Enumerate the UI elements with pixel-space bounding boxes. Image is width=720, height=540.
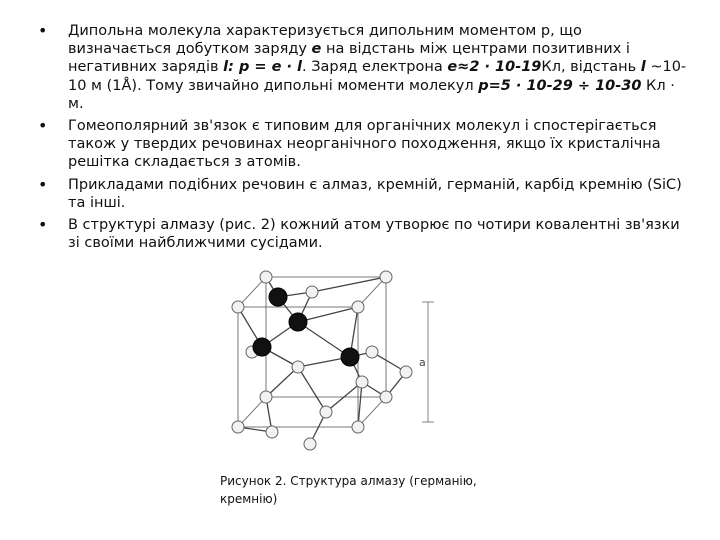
atom-white [366, 346, 378, 358]
atom-white [356, 376, 368, 388]
formula-text: е≈2 · 10-19 [447, 59, 542, 76]
formula-text: l: p = е · l [223, 59, 303, 76]
bullet-dot: • [38, 215, 48, 235]
atom-white [352, 421, 364, 433]
atom-black [289, 313, 307, 331]
atom-white [304, 438, 316, 450]
atom-black [253, 338, 271, 356]
bullet-text: Дипольна молекула характеризується дипольним моментом р, що визначається добутком заряду [68, 23, 582, 58]
figure-caption: Рисунок 2. Структура алмазу (германію, кремнію) [220, 474, 477, 506]
atom-white [292, 361, 304, 373]
formula-text: l [640, 59, 646, 76]
bullet-dot: • [38, 174, 48, 194]
atom-black [341, 348, 359, 366]
atom-black [269, 288, 287, 306]
atom-white [232, 421, 244, 433]
bullet-dot: • [38, 116, 48, 136]
atom-white [400, 366, 412, 378]
bullet-text: Кл, відстань [541, 59, 641, 76]
bullet-text: Прикладами подібних речовин є алмаз, кремній, германій, карбід кремнію (SiC) та інші. [68, 176, 682, 211]
bullet-text: ~10-10 м (1Å). Тому звичайно дипольні моменти молекул [68, 59, 687, 94]
bullet-item [38, 216, 688, 252]
bullet-item [38, 22, 688, 113]
bond-line [298, 367, 326, 412]
bullet-dot: • [38, 21, 48, 40]
bullet-text: Гомеополярний зв'язок є типовим для органічних молекул і спостерігається також у твердих речовинах неорганічного походження, якщо їх кристалічна решітка складається з атомів. [68, 118, 661, 171]
atom-white [380, 391, 392, 403]
bullet-item [38, 176, 688, 212]
atom-white [320, 406, 332, 418]
bond-line [266, 367, 298, 397]
formula-text: р=5 · 10-29 ÷ 10-30 [478, 77, 642, 94]
bullet-item [38, 117, 688, 172]
atom-white [260, 391, 272, 403]
bullet-text: Кл · м. [68, 77, 675, 112]
bullet-list [38, 22, 688, 256]
formula-text: е [311, 41, 322, 58]
bullet-text: на відстань між центрами позитивних і негативних зарядів [68, 41, 630, 76]
bullet-text: В структурі алмазу (рис. 2) кожний атом утворює по чотири ковалентні зв'язки зі своїми найближчими сусідами. [68, 217, 680, 252]
diamond-structure-figure [210, 262, 460, 457]
bond-line [312, 277, 386, 292]
atom-white [380, 271, 392, 283]
atom-white [306, 286, 318, 298]
atom-white [232, 301, 244, 313]
atom-white [352, 301, 364, 313]
atom-white [260, 271, 272, 283]
bond-line [358, 382, 362, 427]
atom-white [266, 426, 278, 438]
bullet-text: . Заряд електрона [302, 59, 448, 76]
dimension-label: a [419, 356, 426, 369]
